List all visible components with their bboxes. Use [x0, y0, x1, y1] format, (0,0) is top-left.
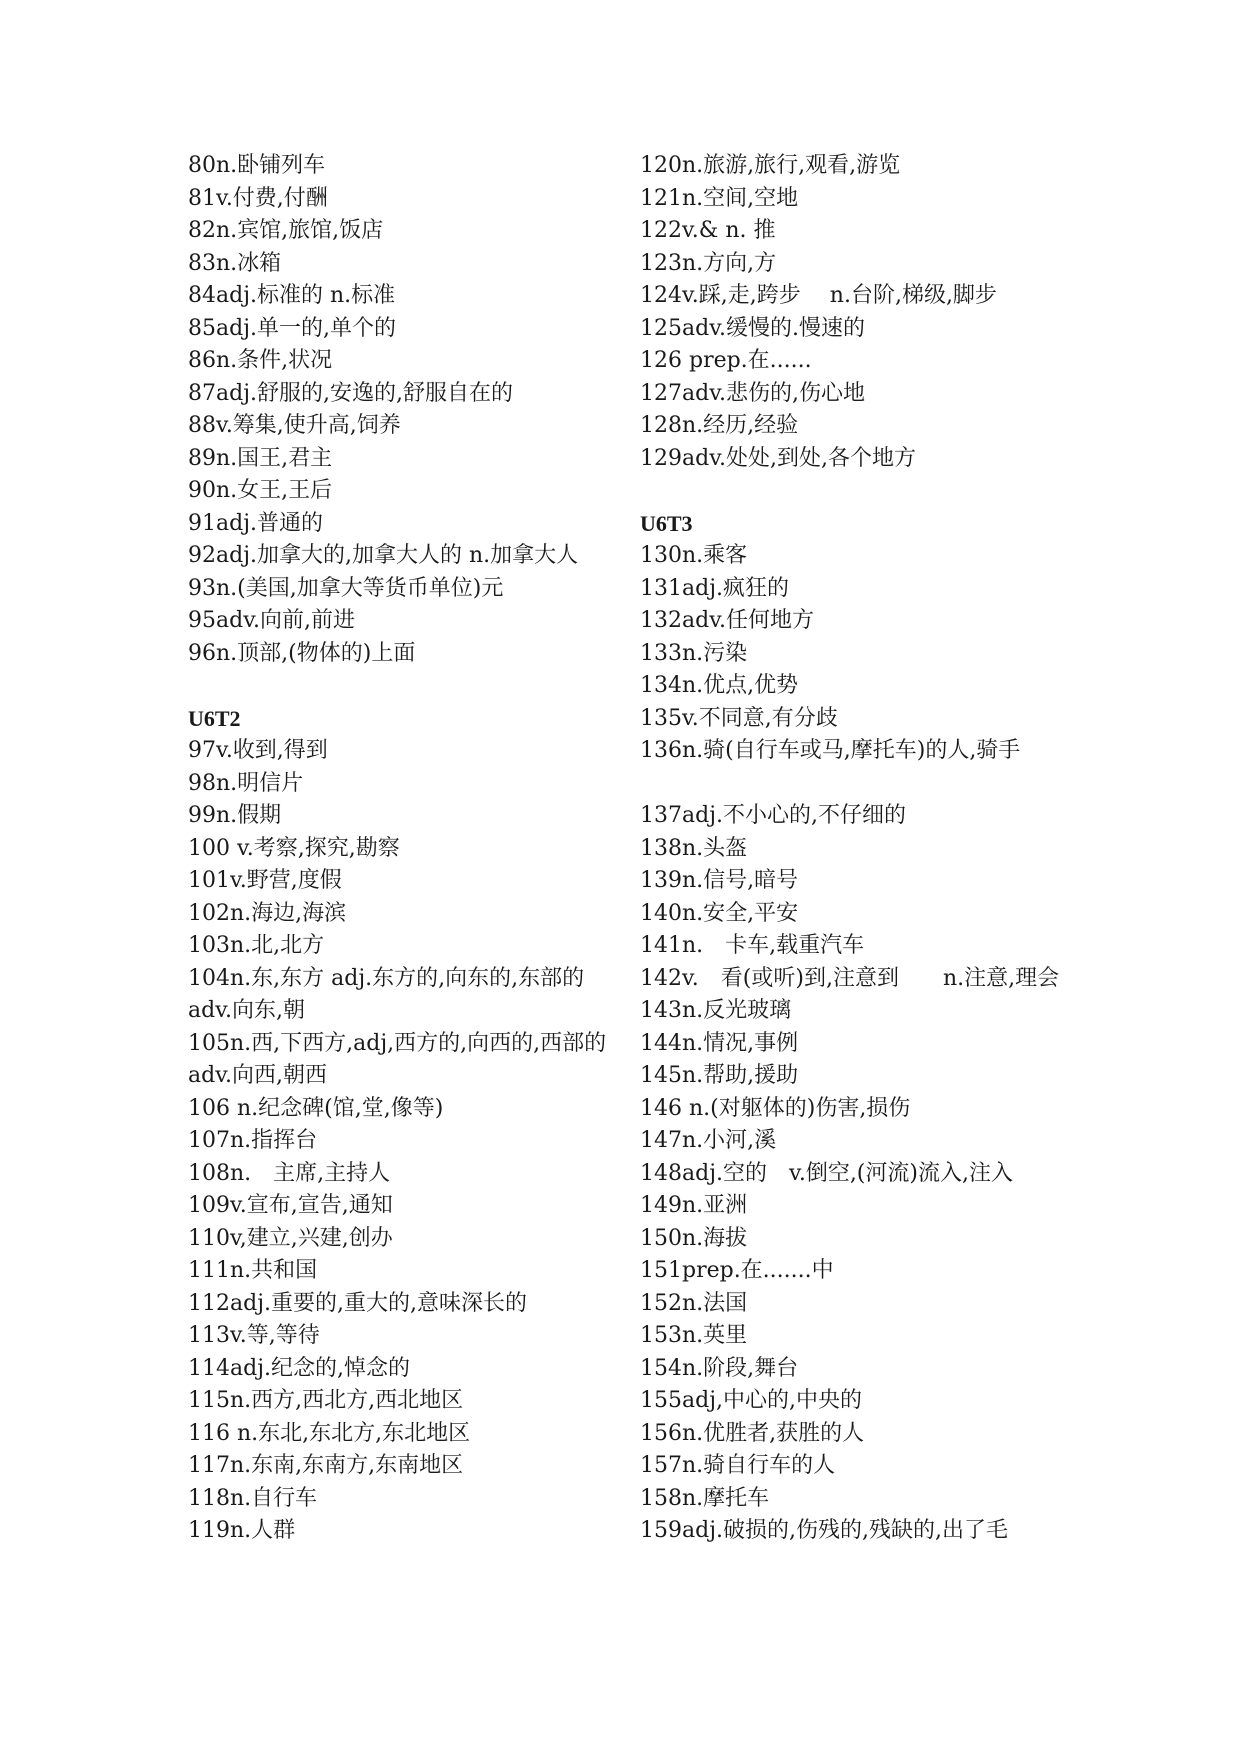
vocab-entry: 128n.经历,经验	[640, 413, 799, 438]
left-column	[188, 150, 629, 1548]
section-heading: U6T3	[640, 510, 693, 536]
vocab-entry: 91adj.普通的	[188, 510, 324, 536]
vocab-entry: 148adj.空的 v.倒空,(河流)流入,注入	[640, 1160, 1013, 1186]
vocab-entry: 154n.阶段,舞台	[640, 1355, 799, 1381]
vocab-entry: 132adv.任何地方	[640, 608, 815, 633]
vocab-entry: 151prep.在.......中	[640, 1258, 834, 1283]
vocab-entry: 157n.骑自行车的人	[640, 1453, 836, 1478]
vocab-entry: 81v.付费,付酬	[188, 185, 328, 211]
vocab-entry: 112adj.重要的,重大的,意味深长的	[188, 1290, 527, 1316]
vocab-entry: 92adj.加拿大的,加拿大人的 n.加拿大人	[188, 543, 579, 568]
vocab-entry: 155adj,中心的,中央的	[640, 1388, 862, 1413]
vocab-entry: 136n.骑(自行车或马,摩托车)的人,骑手	[640, 738, 1021, 763]
vocab-entry: 100 v.考察,探究,勘察	[188, 835, 400, 861]
vocab-entry: 88v.筹集,使升高,饲养	[188, 413, 401, 438]
vocab-entry: 120n.旅游,旅行,观看,游览	[640, 153, 901, 178]
vocab-entry: 83n.冰箱	[188, 250, 282, 276]
vocab-entry: 97v.收到,得到	[188, 738, 328, 763]
vocab-entry: 153n.英里	[640, 1323, 748, 1348]
vocab-entry: 144n.情况,事例	[640, 1030, 799, 1056]
vocab-entry: 113v.等,等待	[188, 1323, 320, 1348]
vocab-entry: 82n.宾馆,旅馆,饭店	[188, 218, 384, 243]
right-column	[640, 150, 1060, 1548]
vocab-entry: 102n.海边,海滨	[188, 900, 347, 926]
vocab-entry: 146 n.(对躯体的)伤害,损伤	[640, 1095, 911, 1121]
vocab-entry: 133n.污染	[640, 640, 748, 666]
vocab-entry: 116 n.东北,东北方,东北地区	[188, 1420, 471, 1446]
vocab-entry: 145n.帮助,援助	[640, 1063, 799, 1088]
vocab-entry: 156n.优胜者,获胜的人	[640, 1420, 865, 1446]
vocab-entry: 130n.乘客	[640, 543, 748, 568]
vocab-entry: 108n. 主席,主持人	[188, 1160, 391, 1186]
vocab-entry: 117n.东南,东南方,东南地区	[188, 1453, 464, 1478]
vocab-entry: 80n.卧铺列车	[188, 153, 326, 178]
vocab-entry: 125adv.缓慢的.慢速的	[640, 315, 865, 341]
vocab-entry: 115n.西方,西北方,西北地区	[188, 1388, 464, 1413]
vocab-entry: 139n.信号,暗号	[640, 868, 799, 893]
vocab-entry: 131adj.疯狂的	[640, 575, 790, 601]
vocab-entry: 159adj.破损的,伤残的,残缺的,出了毛	[640, 1518, 1008, 1543]
vocab-entry: 84adj.标准的 n.标准	[188, 283, 396, 308]
vocab-entry: 110v,建立,兴建,创办	[188, 1225, 393, 1251]
vocab-entry: 143n.反光玻璃	[640, 998, 792, 1023]
vocab-entry: 129adv.处处,到处,各个地方	[640, 445, 916, 471]
vocab-entry: 93n.(美国,加拿大等货币单位)元	[188, 575, 504, 601]
vocab-entry: 127adv.悲伤的,伤心地	[640, 380, 865, 406]
vocab-entry: 119n.人群	[188, 1518, 296, 1543]
vocab-entry: 96n.顶部,(物体的)上面	[188, 640, 416, 666]
vocab-entry: 118n.自行车	[188, 1485, 318, 1511]
vocab-entry: 140n.安全,平安	[640, 900, 799, 926]
vocab-entry: 152n.法国	[640, 1290, 748, 1316]
vocab-entry: 104n.东,东方 adj.东方的,向东的,东部的 adv.向东,朝	[188, 965, 614, 1023]
vocab-entry: 122v.& n. 推	[640, 218, 776, 243]
vocab-entry: 141n. 卡车,载重汽车	[640, 933, 865, 958]
vocab-entry: 121n.空间,空地	[640, 185, 799, 211]
vocab-entry: 107n.指挥台	[188, 1128, 318, 1153]
vocab-entry: 106 n.纪念碑(馆,堂,像等)	[188, 1095, 444, 1121]
vocab-entry: 147n.小河,溪	[640, 1128, 777, 1153]
vocab-entry: 85adj.单一的,单个的	[188, 315, 397, 341]
vocab-entry: 99n.假期	[188, 803, 282, 828]
blank-line	[188, 670, 608, 703]
vocab-entry: 134n.优点,优势	[640, 673, 799, 698]
vocab-entry: 123n.方向,方	[640, 250, 777, 276]
vocab-entry: 109v.宣布,宣告,通知	[188, 1193, 393, 1218]
blank-line	[640, 475, 1060, 508]
vocab-entry: 87adj.舒服的,安逸的,舒服自在的	[188, 380, 513, 406]
vocab-entry: 150n.海拔	[640, 1225, 748, 1251]
vocab-entry: 111n.共和国	[188, 1258, 318, 1283]
blank-line	[640, 768, 1060, 801]
vocab-entry: 149n.亚洲	[640, 1193, 748, 1218]
vocab-entry: 124v.踩,走,跨步 n.台阶,梯级,脚步	[640, 283, 997, 308]
vocab-entry: 158n.摩托车	[640, 1485, 770, 1511]
vocab-entry: 137adj.不小心的,不仔细的	[640, 803, 906, 828]
vocab-entry: 138n.头盔	[640, 835, 748, 861]
vocab-entry: 142v. 看(或听)到,注意到 n.注意,理会	[640, 965, 1060, 991]
vocab-entry: 105n.西,下西方,adj,西方的,向西的,西部的 adv.向西,朝西	[188, 1030, 629, 1088]
vocab-entry: 135v.不同意,有分歧	[640, 705, 838, 731]
vocab-entry: 101v.野营,度假	[188, 868, 342, 893]
vocab-entry: 103n.北,北方	[188, 933, 325, 958]
vocab-entry: 98n.明信片	[188, 770, 304, 796]
vocab-entry: 126 prep.在......	[640, 348, 812, 373]
vocab-entry: 114adj.纪念的,悼念的	[188, 1355, 410, 1381]
section-heading: U6T2	[188, 705, 241, 731]
vocab-entry: 86n.条件,状况	[188, 348, 333, 373]
vocab-entry: 89n.国王,君主	[188, 445, 333, 471]
vocab-entry: 90n.女王,王后	[188, 478, 333, 503]
vocab-entry: 95adv.向前,前进	[188, 608, 355, 633]
